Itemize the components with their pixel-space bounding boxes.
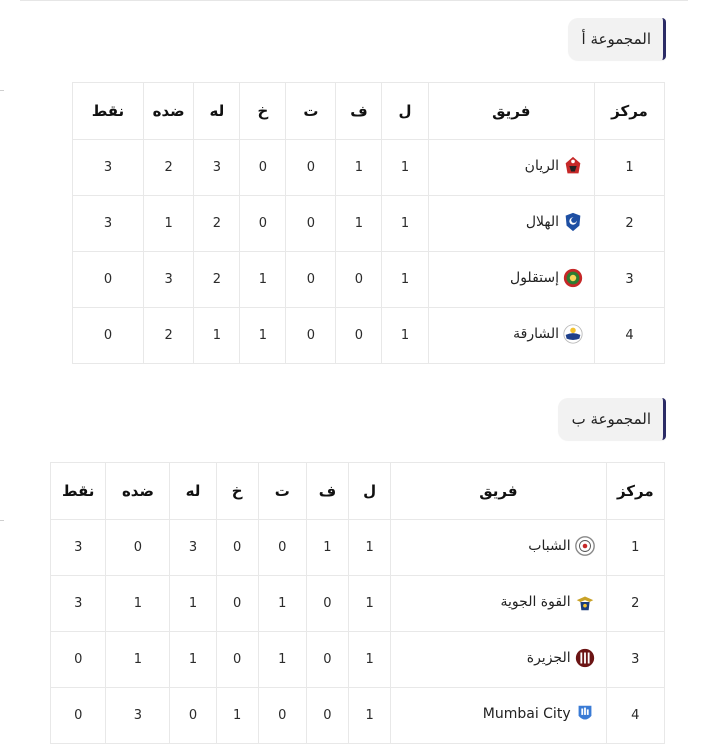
header-lost: خ <box>216 463 258 520</box>
cell-gf: 3 <box>194 140 240 196</box>
table-header-row <box>73 83 665 140</box>
al-rayyan-logo-icon <box>562 155 584 177</box>
team-name: القوة الجوية <box>500 593 571 610</box>
header-gf: له <box>194 83 240 140</box>
cell-gf: 1 <box>194 308 240 364</box>
table-header-row <box>51 463 665 520</box>
header-pts: نقط <box>51 463 106 520</box>
cell-drawn: 0 <box>286 140 336 196</box>
cell-ga: 0 <box>106 520 170 576</box>
table-row <box>51 688 665 744</box>
cell-drawn: 0 <box>258 688 306 744</box>
cell-gf: 1 <box>170 632 216 688</box>
cell-played: 1 <box>382 196 428 252</box>
header-team: فريق <box>428 83 595 140</box>
table-row <box>73 140 665 196</box>
header-ga: ضده <box>106 463 170 520</box>
cell-pts: 3 <box>73 196 144 252</box>
table-row <box>51 576 665 632</box>
cell-pts: 3 <box>51 576 106 632</box>
team-name: الجزيرة <box>526 649 571 666</box>
cell-drawn: 1 <box>258 576 306 632</box>
al-hilal-logo-icon <box>562 211 584 233</box>
cell-won: 0 <box>306 632 348 688</box>
group-a-title: المجموعة أ <box>568 18 666 60</box>
table-row <box>51 632 665 688</box>
cell-gf: 2 <box>194 252 240 308</box>
cell-pts: 0 <box>51 688 106 744</box>
cell-played: 1 <box>349 632 391 688</box>
team-name: الشباب <box>528 537 571 554</box>
header-drawn: ت <box>258 463 306 520</box>
cell-pos: 1 <box>606 520 664 576</box>
cell-team[interactable] <box>428 308 595 364</box>
cell-lost: 1 <box>216 688 258 744</box>
cell-drawn: 0 <box>286 252 336 308</box>
cell-pos: 2 <box>595 196 665 252</box>
cell-won: 0 <box>306 576 348 632</box>
cell-drawn: 0 <box>286 308 336 364</box>
cell-gf: 1 <box>170 576 216 632</box>
cell-won: 1 <box>306 520 348 576</box>
al-jazira-logo-icon <box>574 647 596 669</box>
cell-ga: 3 <box>106 688 170 744</box>
header-won: ف <box>306 463 348 520</box>
cell-ga: 2 <box>143 308 193 364</box>
table-row <box>73 308 665 364</box>
cell-played: 1 <box>382 252 428 308</box>
cell-lost: 1 <box>240 252 286 308</box>
cell-won: 1 <box>336 140 382 196</box>
group-b-standings-table <box>50 462 665 744</box>
sharjah-logo-icon <box>562 323 584 345</box>
header-played: ل <box>349 463 391 520</box>
header-ga: ضده <box>143 83 193 140</box>
cell-gf: 0 <box>170 688 216 744</box>
cell-gf: 2 <box>194 196 240 252</box>
team-name: الشارقة <box>513 325 559 342</box>
header-pos: مركز <box>606 463 664 520</box>
header-played: ل <box>382 83 428 140</box>
cell-played: 1 <box>349 688 391 744</box>
cell-team[interactable] <box>428 196 595 252</box>
header-team: فريق <box>391 463 606 520</box>
header-won: ف <box>336 83 382 140</box>
cell-team[interactable] <box>391 520 606 576</box>
cell-played: 1 <box>349 576 391 632</box>
cell-won: 0 <box>336 252 382 308</box>
cell-ga: 1 <box>143 196 193 252</box>
cell-lost: 0 <box>240 196 286 252</box>
cell-team[interactable] <box>391 688 606 744</box>
cell-pts: 3 <box>73 140 144 196</box>
team-name: Mumbai City <box>482 705 571 722</box>
cell-team[interactable] <box>391 576 606 632</box>
cell-lost: 0 <box>216 632 258 688</box>
cell-team[interactable] <box>391 632 606 688</box>
mumbai-city-logo-icon <box>574 703 596 725</box>
cell-ga: 1 <box>106 576 170 632</box>
al-shabab-logo-icon <box>574 535 596 557</box>
cell-won: 0 <box>306 688 348 744</box>
table-row <box>73 252 665 308</box>
cell-ga: 2 <box>143 140 193 196</box>
group-b-title: المجموعة ب <box>558 398 666 440</box>
cell-pos: 4 <box>606 688 664 744</box>
team-name: الهلال <box>525 213 559 230</box>
cell-pos: 3 <box>606 632 664 688</box>
cell-lost: 0 <box>216 520 258 576</box>
cell-pts: 0 <box>73 252 144 308</box>
cell-played: 1 <box>349 520 391 576</box>
cell-lost: 0 <box>240 140 286 196</box>
cell-pos: 3 <box>595 252 665 308</box>
header-drawn: ت <box>286 83 336 140</box>
table-row <box>73 196 665 252</box>
cell-pts: 0 <box>73 308 144 364</box>
cell-ga: 1 <box>106 632 170 688</box>
cell-won: 0 <box>336 308 382 364</box>
cell-pos: 2 <box>606 576 664 632</box>
cell-won: 1 <box>336 196 382 252</box>
cell-gf: 3 <box>170 520 216 576</box>
cell-lost: 1 <box>240 308 286 364</box>
istiklol-logo-icon <box>562 267 584 289</box>
cell-pos: 1 <box>595 140 665 196</box>
group-a-standings-table <box>72 82 665 364</box>
edge-mark <box>0 520 4 521</box>
header-pos: مركز <box>595 83 665 140</box>
cell-pos: 4 <box>595 308 665 364</box>
edge-mark <box>0 90 4 91</box>
cell-played: 1 <box>382 140 428 196</box>
top-divider <box>20 0 688 1</box>
air-force-logo-icon <box>574 591 596 613</box>
header-gf: له <box>170 463 216 520</box>
table-row <box>51 520 665 576</box>
cell-drawn: 0 <box>286 196 336 252</box>
cell-pts: 0 <box>51 632 106 688</box>
cell-ga: 3 <box>143 252 193 308</box>
cell-pts: 3 <box>51 520 106 576</box>
cell-played: 1 <box>382 308 428 364</box>
cell-drawn: 0 <box>258 520 306 576</box>
header-lost: خ <box>240 83 286 140</box>
header-pts: نقط <box>73 83 144 140</box>
cell-drawn: 1 <box>258 632 306 688</box>
team-name: الريان <box>524 157 559 174</box>
team-name: إستقلول <box>510 269 559 286</box>
cell-team[interactable] <box>428 140 595 196</box>
cell-lost: 0 <box>216 576 258 632</box>
cell-team[interactable] <box>428 252 595 308</box>
